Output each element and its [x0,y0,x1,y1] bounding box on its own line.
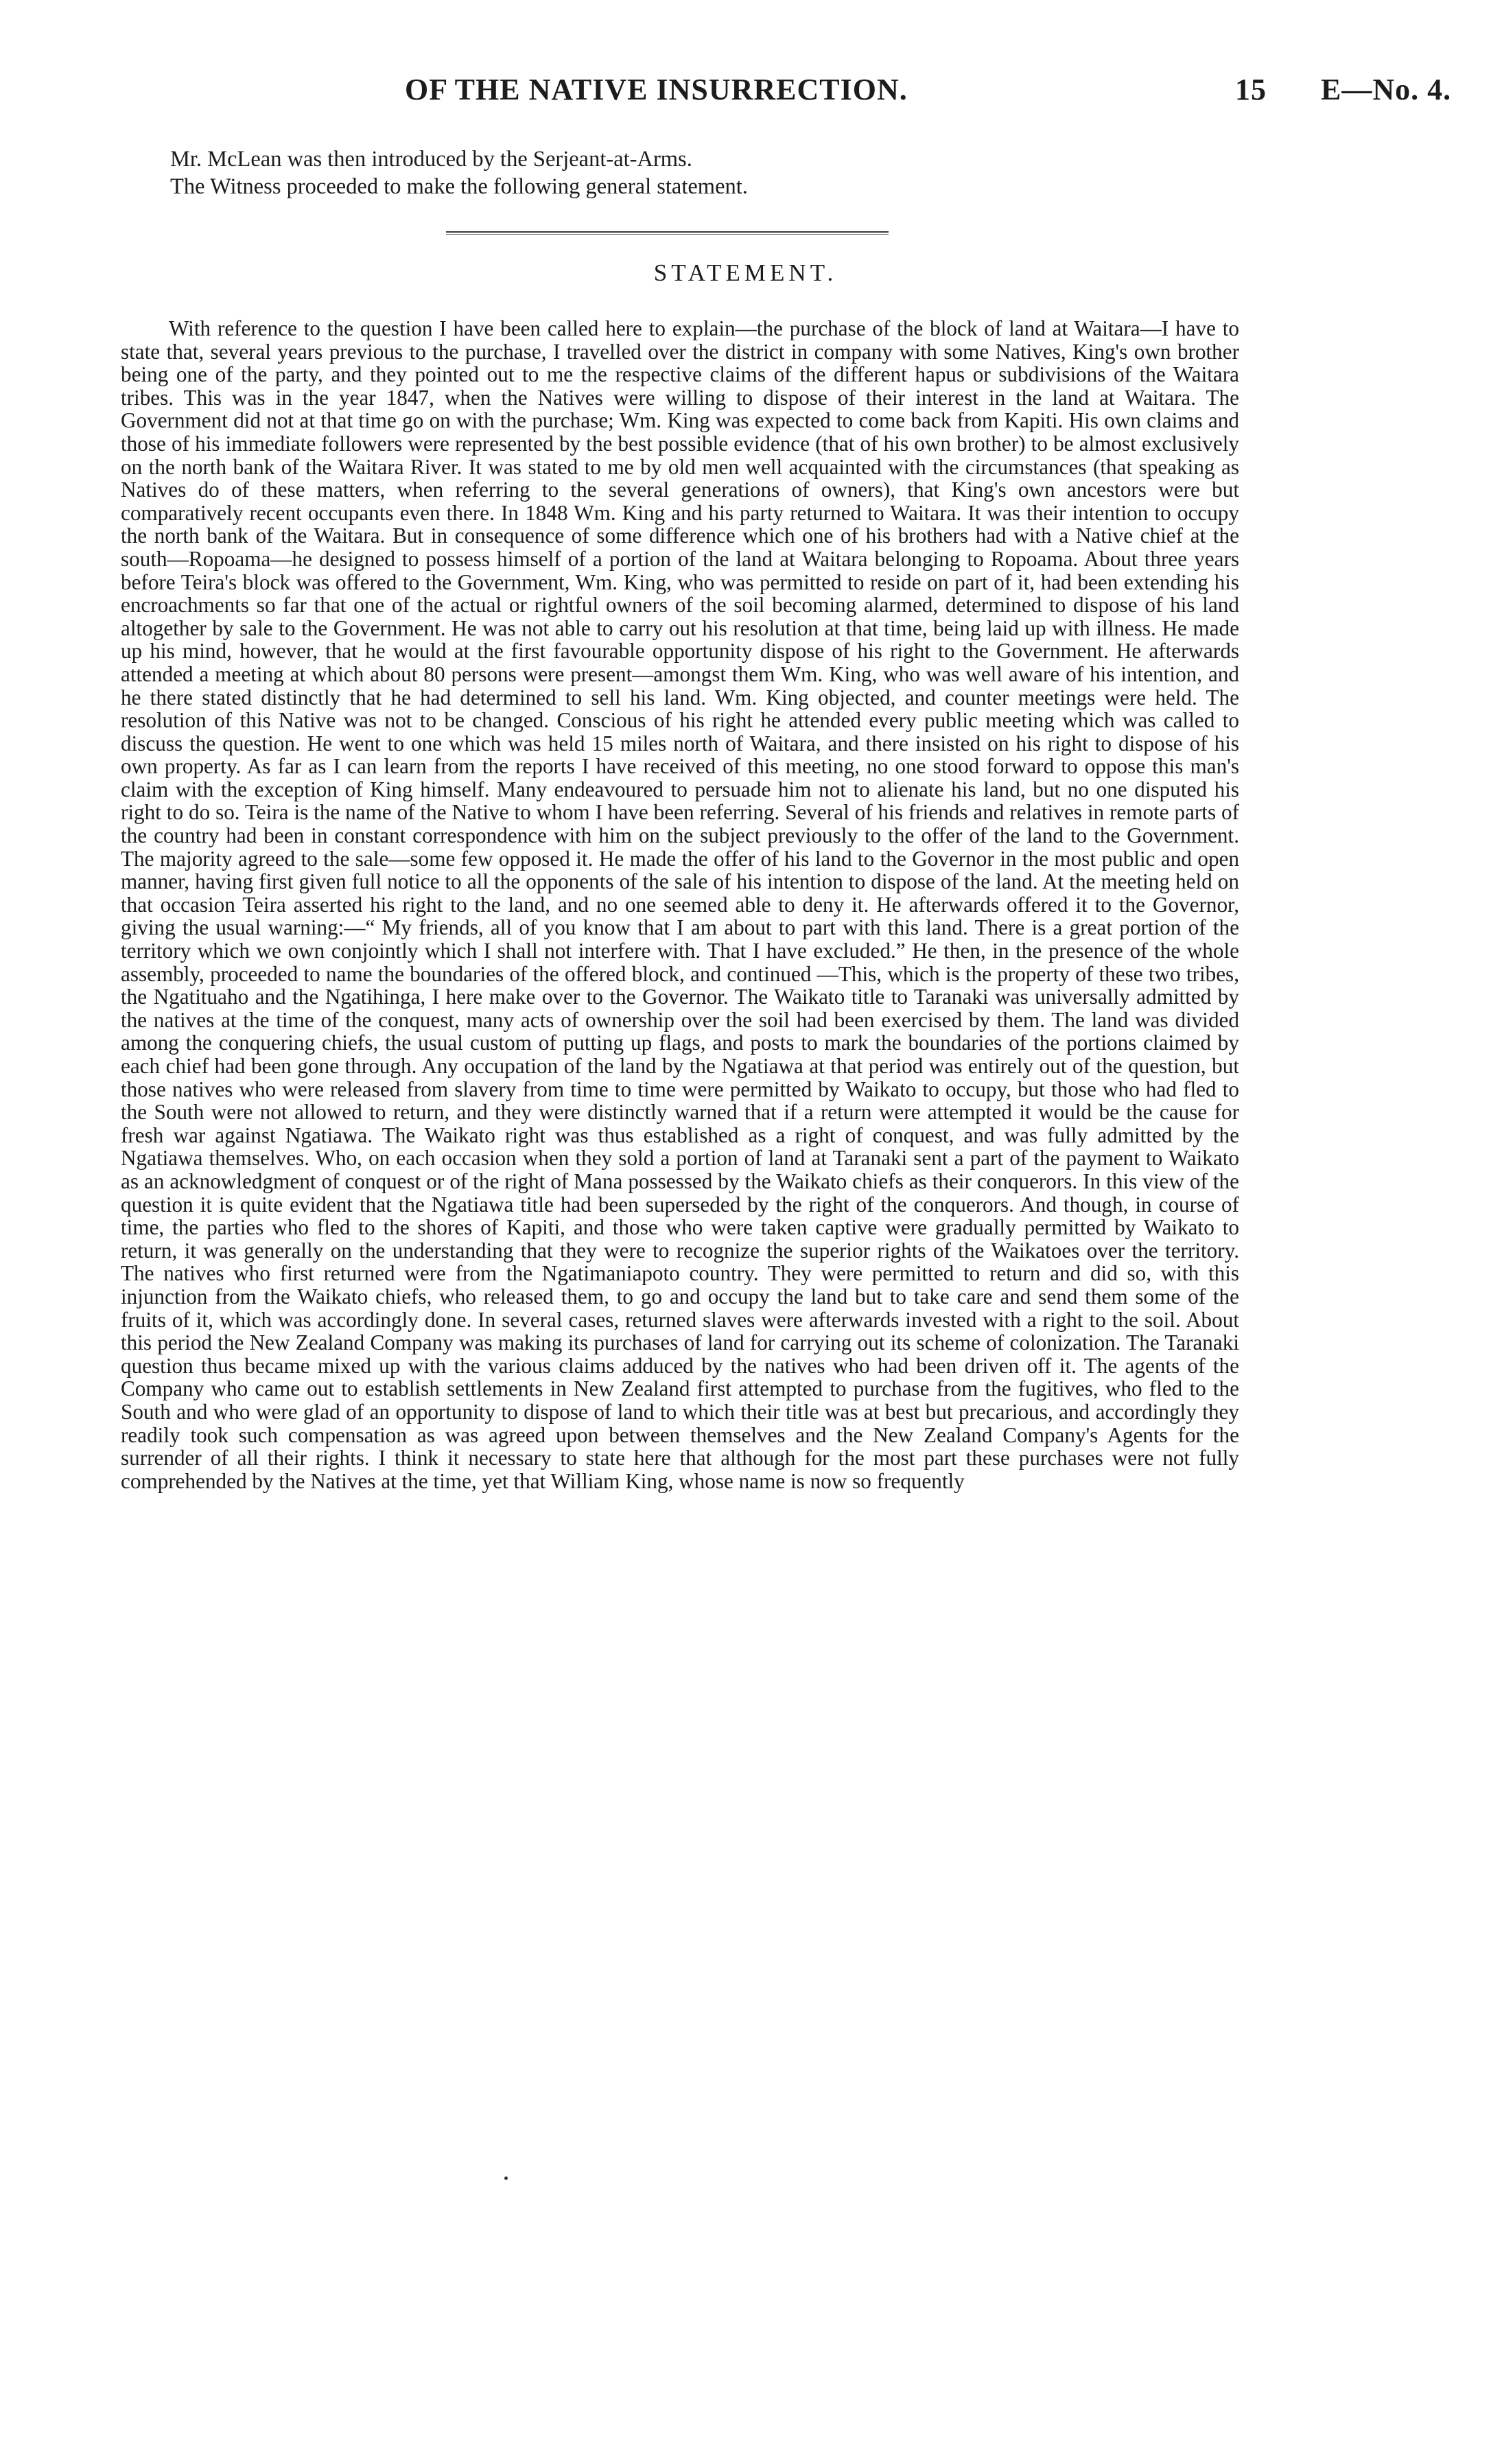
intro-line-2: The Witness proceeded to make the following general statement. [170,174,748,199]
statement-body [121,317,1239,1492]
section-divider [446,231,889,233]
intro-paragraph [170,145,1337,200]
running-header [110,72,1468,120]
statement-paragraph: With reference to the question I have been called here to explain—the purchase of the block of land at Waitara—I have to state that, several years previous to the purchase, I travelled over the district in company with some Natives, King's own brother being one of the party, and they pointed out to me the respective claims of the different hapus or subdivisions of the Waitara tribes. This was in the year 1847, when the Natives were willing to dispose of their interest in the land at Waitara. The Government did not at that time go on with the purchase; Wm. King was expected to come back from Kapiti. His own claims and those of his immediate followers were represented by the best possible evidence (that of his own brother) to be almost exclusively on the north bank of the Waitara River. It was stated to me by old men well acquainted with the circumstances (that speaking as Natives do of these matters, when referring to the several generations of owners), that King's own ancestors were but comparatively recent occupants even there. In 1848 Wm. King and his party returned to Waitara. It was their intention to occupy the north bank of the Waitara. But in consequence of some difference which one of his brothers had with a Native chief at the south—Ropoama—he designed to possess himself of a portion of the land at Waitara belonging to Ropoama. About three years before Teira's block was offered to the Government, Wm. King, who was permitted to reside on part of it, had been extending his encroachments so far that one of the actual or rightful owners of the soil becoming alarmed, determined to dispose of his land altogether by sale to the Government. He was not able to carry out his resolution at that time, being laid up with illness. He made up his mind, however, that he would at the first favourable opportunity dispose of his right to the Government. He afterwards attended a meeting at which about 80 persons were present—amongst them Wm. King, who was well aware of his intention, and he there stated distinctly that he had determined to sell his land. Wm. King objected, and counter meetings were held. The resolution of this Native was not to be changed. Conscious of his right he attended every public meeting which was called to discuss the question. He went to one which was held 15 miles north of Waitara, and there insisted on his right to dispose of his own property. As far as I can learn from the reports I have received of this meeting, no one stood forward to oppose this man's claim with the exception of King himself. Many endeavoured to persuade him not to alienate his land, but no one disputed his right to do so. Teira is the name of the Native to whom I have been referring. Several of his friends and relatives in remote parts of the country had been in constant correspondence with him on the subject previously to the offer of the land to the Government. The majority agreed to the sale—some few opposed it. He made the offer of his land to the Governor in the most public and open manner, having first given full notice to all the opponents of the sale of his intention to dispose of the land. At the meeting held on that occasion Teira asserted his right to the land, and no one seemed able to deny it. He afterwards offered it to the Governor, giving the usual warning:—“ My friends, all of you know that I am about to part with this land. There is a great portion of the territory which we own conjointly which I shall not interfere with. That I have excluded.” He then, in the presence of the whole assembly, proceeded to name the boundaries of the offered block, and continued —This, which is the property of these two tribes, the Ngatituaho and the Ngatihinga, I here make over to the Governor. The Waikato title to Taranaki was universally admitted by the natives at the time of the conquest, many acts of ownership over the soil had been exercised by them. The land was divided among the conquering chiefs, the usual custom of putting up flags, and posts to mark the boundaries of the portions claimed by each chief had been gone through. Any occupation of the land by the Ngatiawa at that period was entirely out of the question, but those natives who were released from slavery from time to time were permitted by Waikato to occupy, but those who had fled to the South were not allowed to return, and they were distinctly warned that if a return were attempted it would be the cause for fresh war against Ngatiawa. The Waikato right was thus established as a right of conquest, and was fully admitted by the Ngatiawa themselves. Who, on each occasion when they sold a portion of land at Taranaki sent a part of the payment to Waikato as an acknowledgment of conquest or of the right of Mana possessed by the Waikato chiefs as their conquerors. In this view of the question it is quite evident that the Ngatiawa title had been superseded by the right of the conquerors. And though, in course of time, the parties who fled to the shores of Kapiti, and those who were taken captive were gradually permitted by Waikato to return, it was generally on the understanding that they were to recognize the superior rights of the Waikatoes over the territory. The natives who first returned were from the Ngatimaniapoto country. They were permitted to return and did so, with this injunction from the Waikato chiefs, who released them, to go and occupy the land but to take care and send them some of the fruits of it, which was accordingly done. In several cases, returned slaves were afterwards invested with a right to the soil. About this period the New Zealand Company was making its purchases of land for carrying out its scheme of colonization. The Taranaki question thus became mixed up with the various claims adduced by the natives who had been driven off it. The agents of the Company who came out to establish settlements in New Zealand first attempted to purchase from the fugitives, who fled to the South and who were glad of an opportunity to dispose of land to which their title was at best but precarious, and accordingly they readily took such compensation as was agreed upon between themselves and the New Zealand Company's Agents for the surrender of all their rights. I think it necessary to state here that although for the most part these purchases were not fully comprehended by the Natives at the time, yet that William King, whose name is now so frequently [121,316,1239,1493]
document-reference: E—No. 4. [1321,73,1452,106]
page-number: 15 [1235,73,1267,106]
statement-heading: STATEMENT. [653,259,838,286]
running-title: OF THE NATIVE INSURRECTION. [405,73,908,106]
intro-line-1: Mr. McLean was then introduced by the Serjeant-at-Arms. [170,147,692,172]
stray-ink-mark [504,2176,508,2180]
